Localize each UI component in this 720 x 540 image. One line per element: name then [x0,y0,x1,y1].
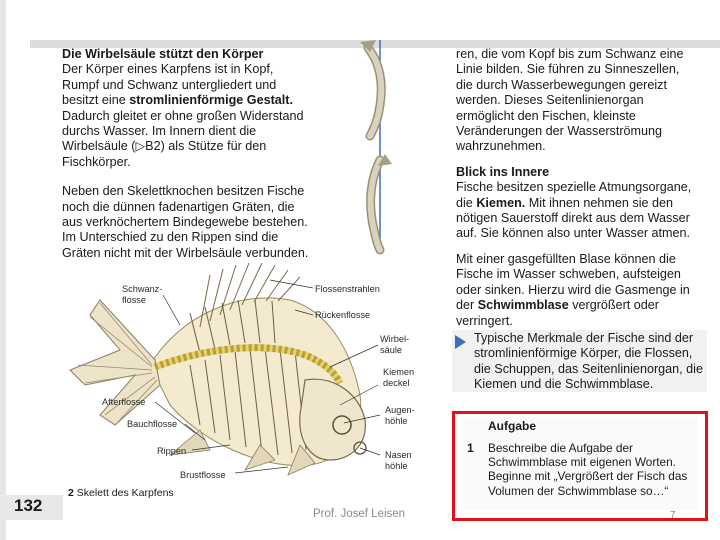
label-nasenhoehle: Nasen höhle [385,450,412,471]
text-run: vergrößert oder verringert. [456,298,659,328]
section-heading-inside: Blick ins Innere [456,164,550,179]
keyword-stromlinie: stromlinienförmige Gestalt. [129,93,293,108]
text-run: Dadurch gleitet er ohne großen Widerstand durchs Wasser. Im Innern dient die Wirbelsäule (▷B2) als Stütze für den Fischkörper. [62,108,304,169]
page-number: 132 [14,496,43,515]
label-flossenstrahlen: Flossenstrahlen [315,284,380,294]
page-edge [0,0,6,540]
text-run: Mit einer gasgefüllten Blase können die Fische im Wasser schweben, aufsteigen oder sinken. Hierzu wird die Gasmenge in der [456,251,690,313]
label-kiemendeckel: Kiemen deckel [383,367,415,388]
task-title: Aufgabe [488,419,536,433]
triangle-arrow-icon [455,335,466,349]
text-run: Fische besitzen spezielle Atmungsorgane, die [456,180,692,210]
task-number: 1 [467,441,474,455]
caption-text: Skelett des Karpfens [76,487,174,499]
section-heading-spine: Die Wirbelsäule stützt den Körper [62,47,264,61]
keyword-kiemen: Kiemen. [476,195,526,210]
paragraph-kiemen [456,180,696,242]
label-rueckenflosse: Rückenflosse [315,310,371,320]
label-afterflosse: Afterflosse [102,397,146,407]
paragraph-seitenlinie: ren, die vom Kopf bis zum Schwanz eine Linie bilden. Sie führen zu Sinneszellen, die durch Wasserbewegungen gereizt werden. Dieses Seitenlinienorgan ermöglicht den Fischen, kleinste Veränderungen der Wasserströmung wahrzunehmen. [456,47,684,154]
task-text: Beschreibe die Aufgabe der Schwimmblase mit eigenen Worten. Beginne mit „Vergrößert der Fisch das Volumen der Schwimmblase so…“ [488,441,688,498]
keyword-schwimmblase: Schwimmblase [477,298,569,313]
caption-number: 2 [68,487,74,499]
footer-author: Prof. Josef Leisen [313,508,406,520]
slide-number: 7 [670,510,676,521]
paragraph-body-shape [62,62,310,170]
label-rippen: Rippen [157,446,187,456]
summary-text: Typische Merkmale der Fische sind der stromlinienförmige Körper, die Flossen, die Schuppen, das Seitenlinienorgan, die Kiemen und die Schwimmblase. [474,331,703,392]
label-wirbelsaeule: Wirbel- säule [380,334,410,355]
left-column [62,47,310,261]
text-run: Der Körper eines Karpfens ist in Kopf, Rumpf und Schwanz untergliedert und besitzt eine [62,62,277,108]
label-bauchflosse: Bauchflosse [127,419,178,429]
right-column [456,47,696,329]
label-brustflosse: Brustflosse [180,470,226,480]
text-run: Mit ihnen nehmen sie den nötigen Sauerstoff direkt aus dem Wasser auf. Sie können also unter Wasser atmen. [456,195,691,241]
swimming-fish-illustration [340,40,410,255]
figure-caption [68,487,174,499]
label-augenhoehle: Augen- höhle [385,405,415,426]
paragraph-schwimmblase [456,252,696,329]
label-schwanzflosse: Schwanz- flosse [122,284,163,305]
paragraph-graeten: Neben den Skelettknochen besitzen Fische noch die dünnen fadenartigen Gräten, die aus verknöchertem Bindegewebe bestehen. Im Unterschied zu den Rippen sind die Gräten nicht mit der Wirbelsäule verbunden. [62,184,309,260]
